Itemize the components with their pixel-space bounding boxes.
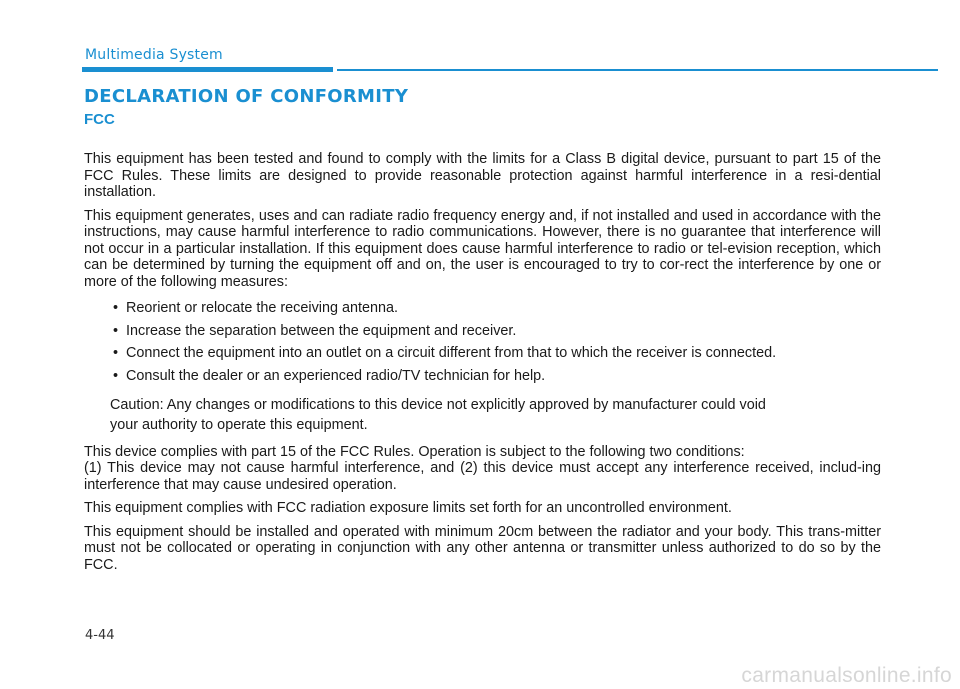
paragraph-installation: This equipment should be installed and operated with minimum 20cm between the radiator and your body. This trans-mitter must not be collocated or operating in conjunction with any other antenna or transmitter unless authorized to do so by the FCC. bbox=[84, 523, 881, 573]
caution-note bbox=[110, 395, 881, 435]
page-number: 4-44 bbox=[85, 628, 115, 643]
subsection-title: FCC bbox=[84, 111, 115, 128]
list-item: • Reorient or relocate the receiving antenna. bbox=[113, 300, 398, 316]
page-title: DECLARATION OF CONFORMITY bbox=[84, 86, 409, 107]
caution-line-1: Caution: Any changes or modifications to this device not explicitly approved by manufacturer could void bbox=[110, 396, 766, 413]
caution-line-2: your authority to operate this equipment. bbox=[110, 416, 368, 433]
list-item: • Increase the separation between the equipment and receiver. bbox=[113, 322, 517, 339]
compliance-line-1: This device complies with part 15 of the FCC Rules. Operation is subject to the following two conditions: bbox=[84, 443, 745, 460]
list-item: • Consult the dealer or an experienced radio/TV technician for help. bbox=[113, 368, 546, 385]
header-accent-bar bbox=[82, 67, 333, 72]
bullet-glyph: • bbox=[113, 368, 119, 385]
list-item: • Connect the equipment into an outlet on a circuit different from that to which the receiver is connected. bbox=[113, 345, 777, 362]
watermark: carmanualsonline.info bbox=[741, 664, 952, 687]
paragraph-interference-warning: This equipment generates, uses and can radiate radio frequency energy and, if not installed and used in accordance with the instructions, may cause harmful interference to radio communications. However, there is no guarantee that interference will not occur in a particular installation. If this equipment does cause harmful interference to radio or tel-evision reception, which can be determined by turning the equipment off and on, the user is encouraged to try to cor-rect the interference by one or more of the following measures: bbox=[84, 207, 881, 290]
paragraph-radiation-exposure: This equipment complies with FCC radiation exposure limits set forth for an uncontrolled environment. bbox=[84, 500, 732, 517]
bullet-glyph: • bbox=[113, 322, 119, 339]
main-content bbox=[84, 151, 881, 573]
compliance-block bbox=[84, 444, 881, 494]
measures-list bbox=[84, 300, 881, 385]
paragraph-class-b-compliance: This equipment has been tested and found to comply with the limits for a Class B digital device, pursuant to part 15 of the FCC Rules. These limits are designed to provide reasonable protection against harmful interference in a resi-dential installation. bbox=[84, 151, 881, 200]
bullet-glyph: • bbox=[113, 345, 119, 362]
compliance-conditions: (1) This device may not cause harmful interference, and (2) this device must accept any interference received, includ-ing interference that may cause undesired operation. bbox=[84, 460, 881, 493]
header-section-title: Multimedia System bbox=[85, 47, 223, 63]
bullet-glyph: • bbox=[113, 300, 119, 316]
header-rule-line bbox=[337, 69, 938, 71]
